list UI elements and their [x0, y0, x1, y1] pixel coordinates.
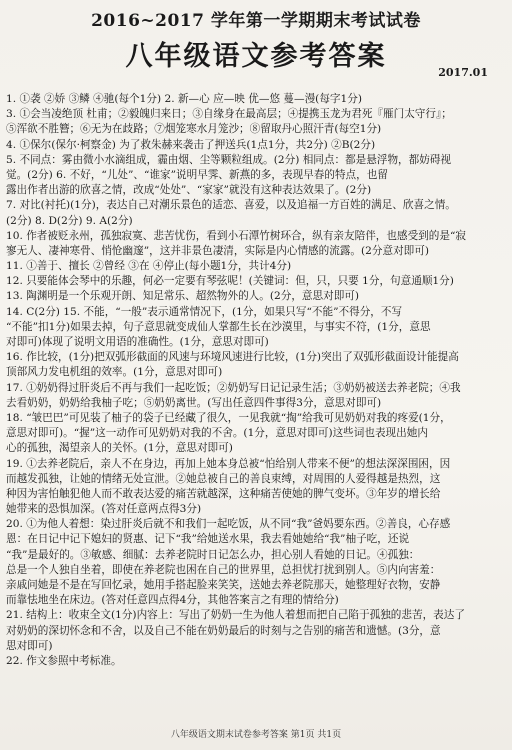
answer-line: 而靠怯地坐在床边。(答对任意四点得4分，其他答案言之有理的情给分): [6, 594, 339, 607]
answer-line: 14. C(2分) 15. 不能，“一般”表示通常情况下，(1分，如果只写“不能”不得分，不写: [6, 305, 403, 318]
answer-line: 13. 陶渊明是一个乐观开朗、知足常乐、超然物外的人。(2分，意思对即可): [6, 290, 360, 303]
answer-line: 19. ①去养老院后，亲人不在身边，再加上她本身总被“怕给别人带来不便”的想法深深围困，因: [6, 457, 451, 470]
answer-line: 12. 只要能体会琴中的乐趣，何必一定要有琴弦呢！(关键词：但，只，只要 1分，句意通顺1分): [6, 275, 454, 288]
answer-line: 觉。(2分) 6. 不好，“儿处”、“谁家”说明早霁、新燕的多，表现早春的特点，也留: [6, 168, 388, 181]
answer-line: 1. ①袭 ②娇 ③鳞 ④驰(每个1分) 2. 新—心 应—映 优—悠 蔓—漫(每字1分): [6, 93, 362, 105]
document-title: 八年级语文参考答案: [125, 41, 387, 72]
page-footer: 八年级语文期末试卷参考答案 第1页 共1页: [170, 730, 342, 740]
answer-line: 寥无人、凄神寒骨、悄怆幽邃”，这并非景色凄清，实际是内心情感的流露。(2分意对即可): [6, 244, 429, 257]
answer-line: (2分) 8. D(2分) 9. A(2分): [6, 214, 133, 227]
answer-line: 3. ①会当凌绝顶 杜甫；②毅魄归来日；③自缘身在最高层；④提携玉龙为君死『雁门太守行』；: [6, 108, 452, 121]
answer-line: 对奶奶的深切怀念和不舍，以及自己不能在奶奶最后的时刻与之告别的痛苦和遗憾。(3分，意: [6, 624, 441, 637]
answer-line: 亲戚问她是不是在写回忆录，她用手搭起脸来笑笑，送她去养老院那天，她整理好衣物，安静: [6, 579, 441, 591]
answer-line: 21. 结构上：收束全文(1分)内容上：写出了奶奶一生为他人着想而把自己陷于孤独的悲苦，表达了: [6, 609, 465, 622]
answer-line: 10. 作者被贬永州，孤独寂寞、悲苦忧伤，看到小石潭竹树环合，纵有亲友陪伴，也感受到的是“寂: [6, 229, 466, 242]
answer-line: 对即可)体现了说明文用语的准确性。(1分，意思对即可): [6, 336, 269, 348]
answer-line: 意思对即可)。“握”这一动作可见奶奶对我的不舍。(1分，意思对即可)这些词也表现出她内: [6, 427, 428, 440]
answer-line: “我”是最好的。③敏感、细腻：去养老院时日记怎么办，担心别人看她的日记。④孤独：: [6, 548, 420, 561]
answer-line: ⑤浑欲不胜簪；⑥无为在歧路；⑦烟笼寒水月笼沙；⑧留取丹心照汗青(每空1分): [6, 123, 382, 136]
answer-line: 16. 作比较，(1分)把双弧形截面的风速与环境风速进行比较，(1分)突出了双弧形截面设计能提高: [6, 351, 459, 364]
answer-line: 种因为害怕触犯他人而不敢表达爱的痛苦就越深，这种痛苦使她的脾气变坏。③年岁的增长给: [6, 487, 441, 500]
answer-line: 顶部风力发电机组的效率。(1分，意思对即可): [6, 366, 223, 379]
answer-line: 而越发孤独，让她的情绪无处宣泄。②她总被自己的善良束缚，对周围的人爱得越是热烈，这: [6, 472, 441, 485]
answer-line: 她带来的恐惧加深。(答对任意两点得3分): [6, 503, 202, 516]
answer-line: 露出作者出游的欣喜之情，改成“处处”、“家家”就没有这种表达效果了。(2分): [6, 184, 372, 197]
answer-line: 11. ①善于、擅长 ②曾经 ③在 ④停止(每小题1分，共计4分): [6, 260, 292, 273]
answer-body: [6, 92, 506, 669]
answer-line: 18. “皱巴巴”可见装了柚子的袋子已经藏了很久，一见我就“掏”给我可见奶奶对我的疼爱(1分，: [6, 411, 451, 424]
answer-line: 心的孤独，渴望亲人的关怀。(1分，意思对即可): [6, 442, 233, 455]
answer-line: “不能”扣1分)如果去掉，句子意思就变成仙人掌都生长在沙漠里，与事实不符，(1分，意思: [6, 320, 431, 333]
answer-line: 22. 作文参照中考标准。: [6, 654, 122, 667]
answer-line: 17. ①奶奶得过肝炎后不再与我们一起吃饭；②奶奶写日记记录生活；③奶奶被送去养老院；④我: [6, 381, 461, 394]
answer-line: 4. ①保尔(保尔·柯察金) 为了救朱赫来袭击了押送兵(1点1分，共2分) ②B(2分): [6, 138, 376, 151]
answer-line: 7. 对比(衬托)(1分)，表达自己对潮乐景色的适恋、喜爱，以及追福一方百姓的满足、欣喜之情。: [6, 199, 456, 212]
answer-line: 思对即可): [6, 639, 53, 652]
answer-line: 去看奶奶，奶奶给我柚子吃；⑤奶奶离世。(写出任意四件事得3分，意思对即可): [6, 396, 382, 409]
answer-line: 20. ①为他人着想：染过肝炎后就不和我们一起吃饭，从不同“我”爸妈要东西。②善良，心存感: [6, 518, 451, 531]
exam-title: 2016~2017 学年第一学期期末考试试卷: [91, 11, 421, 31]
document-date: 2017.01: [438, 66, 488, 79]
answer-line: 恩：在日记中记下媳妇的贤惠、记下“我”给她送水果，我去看她她给“我”柚子吃，还说: [6, 533, 410, 546]
answer-line: 5. 不同点：雾由微小水滴组成，霾由烟、尘等颗粒组成。(2分) 相同点：都是悬浮物，都妨碍视: [6, 153, 452, 166]
answer-line: 总是一个人独自坐着，即使在养老院也困在自己的世界里，总担忧打扰到别人。⑤内向害羞：: [6, 563, 441, 576]
